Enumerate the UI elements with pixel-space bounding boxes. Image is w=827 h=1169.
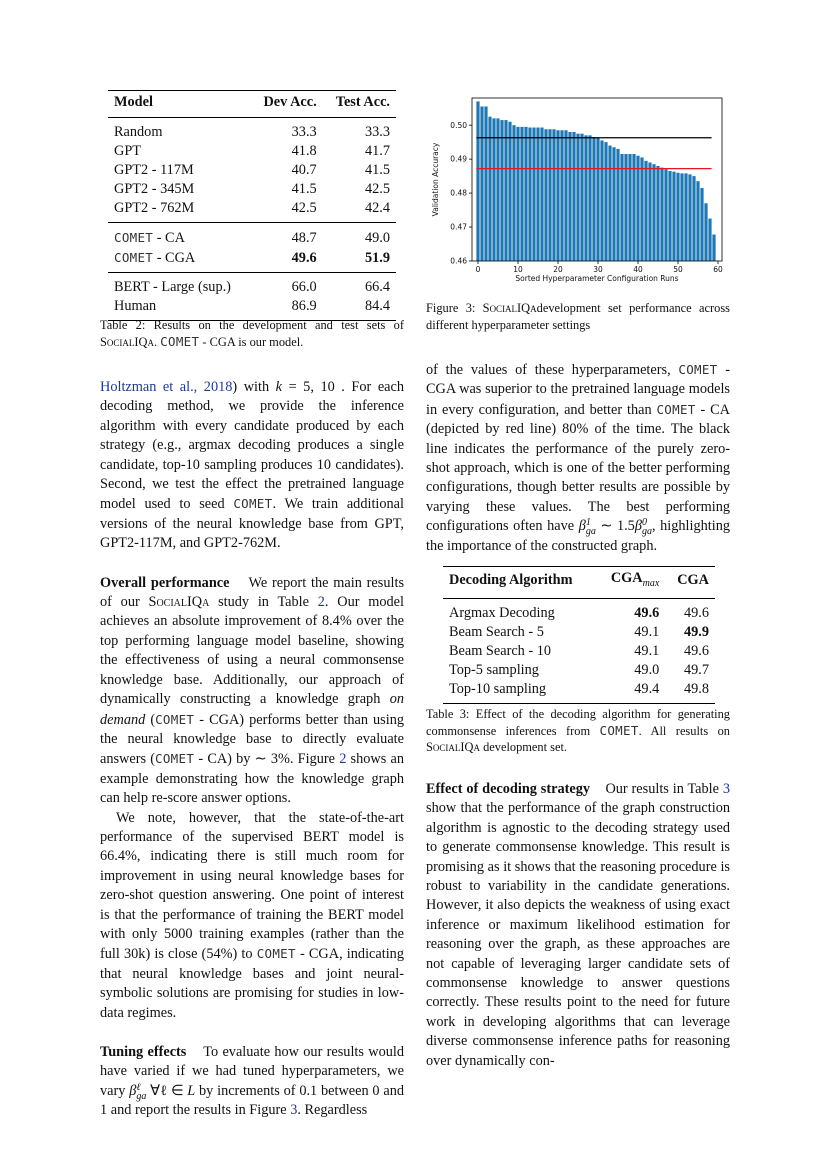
column-header-dev: Dev Acc. — [263, 94, 317, 110]
bar — [500, 120, 503, 261]
cell-test: 42.5 — [364, 181, 390, 197]
table-row — [443, 623, 715, 642]
bar — [700, 188, 703, 261]
bar — [492, 118, 495, 261]
cell-cga: 49.9 — [683, 623, 709, 640]
table-2 — [108, 90, 396, 321]
cell-dev: 41.8 — [291, 143, 317, 159]
cell-model: BERT - Large (sup.) — [114, 279, 231, 295]
cell-cga-max: 49.1 — [634, 642, 660, 659]
cell-test: 84.4 — [364, 298, 390, 314]
figure-3-bar-chart — [422, 90, 732, 290]
column-header-model: Model — [114, 94, 153, 110]
comet-name: COMET — [656, 401, 696, 417]
bar — [692, 176, 695, 261]
bar — [648, 163, 651, 261]
bar — [508, 122, 511, 261]
cell-dev: 48.7 — [291, 229, 317, 246]
bar — [496, 118, 499, 261]
bar — [636, 156, 639, 261]
dataset-name: SocialIQa — [100, 334, 154, 349]
cell-test: 51.9 — [364, 249, 390, 266]
x-tick-label: 30 — [593, 265, 603, 274]
paragraph-heading: Overall performance — [100, 574, 230, 591]
cell-cga-max: 49.1 — [634, 623, 660, 640]
table-ref-link[interactable]: 3 — [722, 781, 730, 797]
x-tick-label: 50 — [673, 265, 683, 274]
figure-3-caption: Figure 3: SocialIQadevelopment set performance across different hyperparameter settings — [426, 301, 730, 332]
citation-link[interactable]: Holtzman et al., 2018 — [100, 379, 233, 395]
table-row — [443, 598, 715, 623]
table-row — [108, 273, 396, 298]
comet-name: COMET — [114, 250, 154, 265]
bar — [616, 149, 619, 261]
cell-dev: 40.7 — [291, 162, 317, 178]
column-header-test: Test Acc. — [335, 94, 390, 110]
figure-ref-link[interactable]: 2 — [339, 751, 347, 768]
cell-model: COMET - CA — [114, 230, 185, 246]
table-row — [108, 248, 396, 273]
bar — [568, 132, 571, 261]
bar — [704, 203, 707, 261]
bar — [656, 166, 659, 261]
table-row — [108, 180, 396, 199]
comet-name: COMET — [233, 496, 273, 512]
cell-algorithm: Top-5 sampling — [449, 661, 539, 678]
bar — [620, 154, 623, 261]
table-row — [443, 661, 715, 680]
bar — [588, 135, 591, 261]
cell-dev: 86.9 — [291, 298, 317, 314]
bar — [632, 154, 635, 261]
bar — [680, 173, 683, 261]
cell-cga: 49.8 — [683, 680, 709, 697]
y-tick-label: 0.50 — [450, 120, 467, 130]
cell-cga: 49.6 — [683, 604, 709, 621]
bar — [536, 128, 539, 261]
table-row — [443, 680, 715, 704]
paragraph: Overall performance We report the main results of our SocialIQa study in Table 2. Our model achieves an absolute improvement of 8.4% over the top performing language model baseline, showing the effectiveness of using a neural commonsense knowledge base. Additionally, our approach of dynamically constructing a knowledge graph on demand (COMET - CGA) performs better than using the neural knowledge base to directly evaluate answers (COMET - CA) by ∼ 3%. Figure 2 shows an example demonstrating how the knowledge graph can help re-score answer options. — [100, 574, 405, 807]
cell-model: Random — [114, 124, 163, 140]
x-tick-label: 0 — [475, 265, 481, 274]
table-row — [443, 642, 715, 661]
cell-cga-max: 49.6 — [634, 604, 660, 621]
bar — [644, 161, 647, 261]
bar — [676, 173, 679, 261]
x-tick-label: 20 — [553, 265, 563, 274]
cell-algorithm: Beam Search - 10 — [449, 642, 552, 659]
right-column-bottom — [426, 780, 730, 1071]
cell-dev: 42.5 — [291, 200, 317, 216]
dataset-name: SocialIQa — [148, 594, 210, 611]
cell-model: COMET - CGA — [114, 250, 196, 266]
cell-cga: 49.6 — [683, 642, 709, 659]
y-axis-label: Validation Accuracy — [431, 142, 440, 217]
bar — [540, 128, 543, 261]
bar — [584, 135, 587, 261]
paragraph: We note, however, that the state-of-the-art performance of the supervised BERT model is 66.4%, indicating there is still much room for improvement in using neural knowledge bases for zero-shot question answering. One point of interest is that the performance of training the BERT model with only 5000 training examples (rather than the full 30k) is close (54%) to COMET - CGA, indicating that neural knowledge bases and joint neural-symbolic solutions are promising for studies in low-data regimes. — [100, 809, 404, 1021]
x-tick-label: 60 — [713, 265, 723, 274]
figure-ref-link[interactable]: 3 — [290, 1102, 298, 1119]
bar — [668, 171, 671, 261]
bar — [572, 132, 575, 261]
cell-model: GPT2 - 762M — [114, 200, 195, 216]
table-3-caption: Table 3: Effect of the decoding algorithm for generating commonsense inferences from COMET. All results on SocialIQa development set. — [426, 707, 730, 755]
dataset-name: SocialIQa — [482, 301, 537, 315]
paragraph-heading: Effect of decoding strategy — [426, 781, 591, 797]
bar — [484, 106, 487, 261]
cell-test: 42.4 — [364, 200, 390, 216]
bar — [552, 129, 555, 261]
comet-name: COMET — [599, 722, 639, 738]
bar — [708, 219, 711, 261]
bar — [608, 146, 611, 261]
bar — [504, 120, 507, 261]
cell-dev: 49.6 — [291, 249, 317, 266]
comet-name: COMET — [155, 751, 195, 767]
table-header-row — [443, 567, 715, 599]
comet-name: COMET — [678, 362, 718, 377]
cell-algorithm: Argmax Decoding — [449, 604, 555, 621]
bar — [556, 130, 559, 261]
paragraph-heading: Tuning effects — [100, 1044, 187, 1060]
cell-algorithm: Beam Search - 5 — [449, 623, 544, 640]
bar — [480, 106, 483, 261]
bar — [524, 127, 527, 261]
cell-cga-max: 49.0 — [634, 661, 660, 678]
cell-model: GPT — [114, 143, 142, 159]
cell-algorithm: Top-10 sampling — [449, 680, 547, 697]
bar — [664, 169, 667, 261]
bar — [628, 154, 631, 261]
bar — [596, 138, 599, 261]
bar — [560, 130, 563, 261]
bar — [516, 127, 519, 261]
bar — [576, 134, 579, 261]
bar — [688, 174, 691, 261]
x-tick-label: 10 — [513, 265, 523, 274]
y-tick-label: 0.48 — [450, 188, 467, 198]
bar — [544, 129, 547, 261]
x-tick-label: 40 — [633, 265, 643, 274]
left-column — [100, 378, 404, 1121]
table-2-caption: Table 2: Results on the development and test sets of SocialIQa. COMET - CGA is our model. — [100, 318, 404, 349]
bar — [592, 137, 595, 261]
bar — [528, 128, 531, 261]
paragraph: Tuning effects To evaluate how our results would have varied if we had tuned hyperparameters, we vary β ℓ ga ∀ℓ ∈ L by increments of 0.1 between 0 and 1 and report the results in Figure 3. Regardless — [100, 1044, 404, 1119]
comet-name: COMET — [114, 230, 154, 245]
y-tick-label: 0.49 — [450, 154, 467, 164]
bar — [652, 164, 655, 261]
bar — [624, 154, 627, 261]
bar — [532, 128, 535, 261]
bar — [696, 181, 699, 261]
dataset-name: SocialIQa — [426, 740, 480, 755]
paragraph: Effect of decoding strategy Our results in Table 3 show that the performance of the graph construction algorithm is agnostic to the decoding strategy used to generate commonsense knowledge. This result is promising as it shows that the reasoning procedure is robust to variability in the candidate generations. However, it also depicts the weakness of using exact inference or maximum likelihood estimation for reasoning over the graph, as these approaches are not capable of leveraging larger candidate sets of commonsense knowledge to answer questions correctly. These results point to the need for future work in developing algorithms that can leverage diverse commonsense inference paths for reasoning over dynamically con- — [426, 781, 730, 1069]
paragraph: Holtzman et al., 2018) with k = 5, 10 . For each decoding method, we provide the inference algorithm with every candidate produced by each strategy (e.g., argmax decoding produces a single candidate, top-10 sampling produces 10 candidates). Second, we test the effect the pretrained language model used to seed COMET. We train additional versions of the neural knowledge base from GPT, GPT2-117M, and GPT2-762M. — [100, 379, 405, 552]
bar — [600, 140, 603, 261]
column-header-cga: CGA — [677, 572, 709, 589]
bar — [564, 130, 567, 261]
cell-dev: 41.5 — [291, 181, 317, 197]
table-header-row — [108, 91, 396, 118]
table-ref-link[interactable]: 2 — [317, 594, 325, 611]
bar — [640, 157, 643, 261]
table-row — [108, 118, 396, 143]
cell-test: 41.5 — [364, 162, 390, 178]
table-row — [108, 161, 396, 180]
table-row — [108, 142, 396, 161]
cell-model: Human — [114, 298, 157, 314]
bar — [512, 125, 515, 261]
bar — [612, 147, 615, 261]
y-tick-label: 0.47 — [450, 222, 467, 232]
bar — [604, 142, 607, 261]
bar — [520, 127, 523, 261]
table-row — [108, 223, 396, 249]
comet-name: COMET — [155, 711, 195, 727]
cell-cga: 49.7 — [683, 661, 709, 678]
column-header-cga-max: $CGA_{max}$ — [610, 570, 660, 589]
cell-dev: 33.3 — [291, 124, 317, 140]
y-tick-label: 0.46 — [450, 256, 467, 266]
column-header-algorithm: Decoding Algorithm — [449, 572, 573, 589]
bar — [672, 172, 675, 261]
cell-model: GPT2 - 117M — [114, 162, 194, 178]
cell-cga-max: 49.4 — [634, 680, 660, 697]
comet-name: COMET — [256, 946, 296, 962]
bar — [548, 129, 551, 261]
cell-test: 66.4 — [364, 279, 390, 295]
bar — [712, 235, 715, 261]
cell-dev: 66.0 — [291, 279, 317, 295]
bar — [476, 101, 479, 261]
table-row — [108, 199, 396, 223]
table-3 — [443, 566, 715, 704]
comet-name: COMET — [160, 333, 200, 349]
bar — [580, 134, 583, 261]
bar — [660, 168, 663, 261]
cell-test: 33.3 — [364, 124, 390, 140]
cell-model: GPT2 - 345M — [114, 181, 195, 197]
right-column-top — [426, 360, 730, 556]
bar — [684, 173, 687, 261]
x-axis-label: Sorted Hyperparameter Configuration Runs — [515, 274, 679, 283]
cell-test: 41.7 — [364, 143, 390, 159]
cell-test: 49.0 — [364, 229, 390, 246]
paragraph: of the values of these hyperparameters, COMET - CGA was superior to the pretrained language models in every configuration, and better than COMET - CA (depicted by red line) 80% of the time. The black line indicates the performance of the purely zero-shot approach, which is one of the better performing configurations, though better results are possible by varying these values. The best performing configurations often have β 1 ga ∼ 1.5β 0 ga , highlighting the importance of the constructed graph. — [426, 362, 731, 554]
